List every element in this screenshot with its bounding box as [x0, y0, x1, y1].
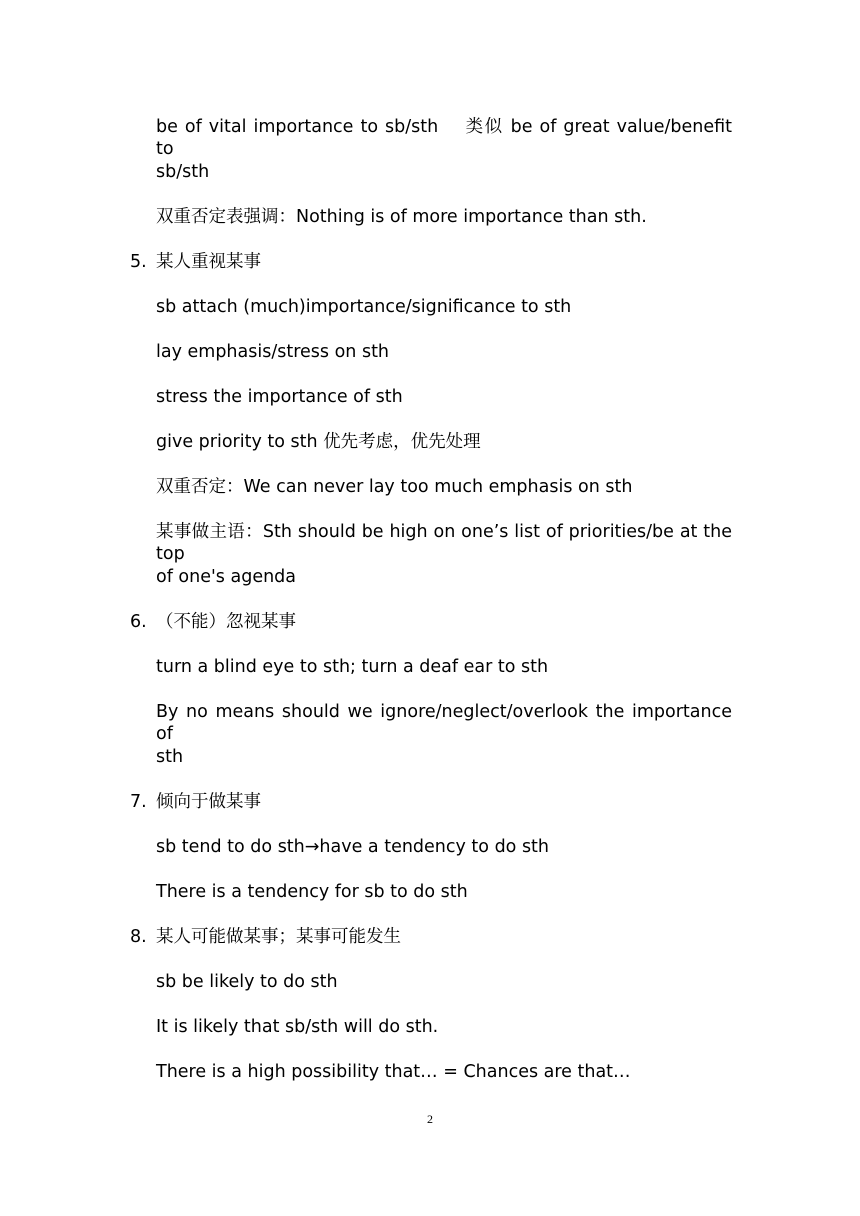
text-line: It is likely that sb/sth will do sth. — [156, 1017, 439, 1037]
text-line: sb/sth — [156, 162, 210, 182]
text-line: give priority to sth 优先考虑，优先处理 — [156, 432, 481, 452]
text-line: sb be likely to do sth — [156, 972, 338, 992]
section-heading: 倾向于做某事 — [156, 792, 261, 812]
text-line: of one's agenda — [156, 567, 297, 587]
text-line: 双重否定表强调：Nothing is of more importance than sth. — [156, 207, 647, 227]
text-line: 某事做主语：Sth should be high on one’s list of priorities/be at the top — [156, 522, 732, 564]
list-number: 8. — [130, 927, 147, 947]
section-heading: （不能）忽视某事 — [156, 612, 296, 632]
text-line: sth — [156, 747, 184, 767]
text-line: There is a high possibility that… = Chances are that… — [156, 1062, 631, 1082]
text-line: sb attach (much)importance/significance to sth — [156, 297, 572, 317]
section-heading: 某人可能做某事；某事可能发生 — [156, 927, 401, 947]
list-number: 6. — [130, 612, 147, 632]
text-line: be of vital importance to sb/sth 类似 be of great value/benefit to — [156, 117, 732, 159]
page-number: 2 — [427, 1112, 433, 1126]
text-line: turn a blind eye to sth; turn a deaf ear to sth — [156, 657, 549, 677]
text-line: By no means should we ignore/neglect/overlook the importance of — [156, 702, 732, 744]
text-line: stress the importance of sth — [156, 387, 403, 407]
list-number: 7. — [130, 792, 147, 812]
text-line: 双重否定：We can never lay too much emphasis on sth — [156, 477, 633, 497]
section-heading: 某人重视某事 — [156, 252, 261, 272]
list-number: 5. — [130, 252, 147, 272]
text-line: sb tend to do sth→have a tendency to do sth — [156, 837, 550, 857]
text-line: There is a tendency for sb to do sth — [156, 882, 468, 902]
text-line: lay emphasis/stress on sth — [156, 342, 390, 362]
